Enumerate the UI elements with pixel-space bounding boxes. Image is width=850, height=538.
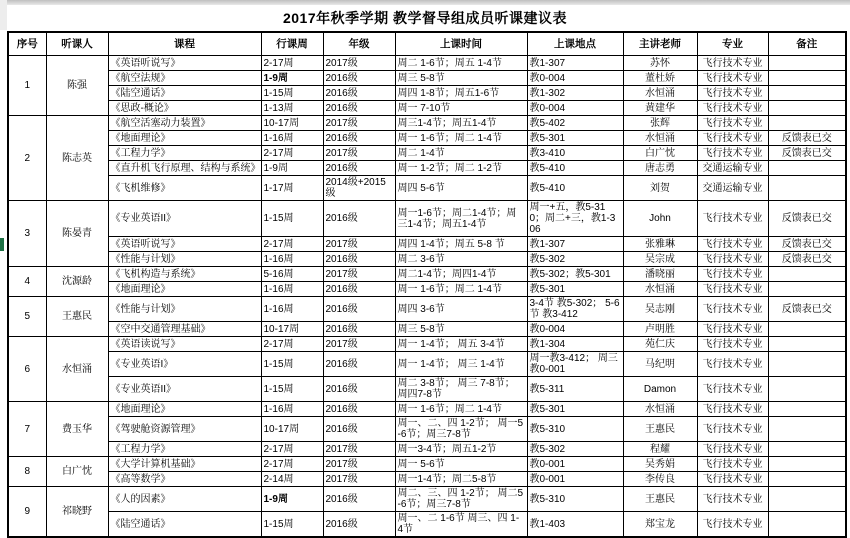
cell-note — [768, 86, 846, 101]
cell-location: 教5-410 — [527, 161, 623, 176]
table-row — [8, 252, 846, 267]
cell-location: 教1-304 — [527, 337, 623, 352]
cell-course: 《空中交通管理基础》 — [108, 322, 261, 337]
cell-weeks: 2-17周 — [261, 337, 323, 352]
cell-major: 交通运输专业 — [697, 161, 768, 176]
cell-time: 周二 1-4节 — [395, 146, 527, 161]
cell-major: 飞行技术专业 — [697, 487, 768, 512]
cell-major: 飞行技术专业 — [697, 86, 768, 101]
cell-note — [768, 322, 846, 337]
cell-time: 周三1-4节；周五1-4节 — [395, 116, 527, 131]
selection-marker — [0, 238, 4, 251]
cell-location: 教0-004 — [527, 71, 623, 86]
cell-location: 教5-311 — [527, 377, 623, 402]
cell-course: 《工程力学》 — [108, 146, 261, 161]
cell-note — [768, 116, 846, 131]
cell-course: 《英语听说写》 — [108, 56, 261, 71]
cell-note — [768, 176, 846, 201]
cell-major: 飞行技术专业 — [697, 56, 768, 71]
cell-listener: 陈志英 — [46, 116, 108, 201]
cell-weeks: 2-14周 — [261, 472, 323, 487]
cell-time: 周一1-6节；周二1-4节；周三1-4节；周五1-4节 — [395, 201, 527, 237]
cell-major: 飞行技术专业 — [697, 377, 768, 402]
cell-course: 《航空活塞动力装置》 — [108, 116, 261, 131]
cell-course: 《直升机飞行原理、结构与系统》 — [108, 161, 261, 176]
course-table — [7, 31, 847, 538]
cell-time: 周四 5-6节 — [395, 176, 527, 201]
cell-teacher: 黄建华 — [623, 101, 697, 116]
cell-location: 教5-302 — [527, 442, 623, 457]
cell-teacher: John — [623, 201, 697, 237]
table-row — [8, 201, 846, 237]
cell-major: 飞行技术专业 — [697, 322, 768, 337]
cell-grade: 2016级 — [323, 86, 395, 101]
cell-listener: 水恒涌 — [46, 337, 108, 402]
cell-location: 教1-307 — [527, 237, 623, 252]
cell-grade: 2016级 — [323, 297, 395, 322]
cell-time: 周一 1-6节；周二 1-4节 — [395, 402, 527, 417]
cell-teacher: 马纪明 — [623, 352, 697, 377]
cell-course: 《思政-概论》 — [108, 101, 261, 116]
cell-weeks: 5-16周 — [261, 267, 323, 282]
cell-note: 反馈表已交 — [768, 131, 846, 146]
cell-time: 周三 5-8节 — [395, 71, 527, 86]
cell-note — [768, 282, 846, 297]
table-row — [8, 101, 846, 116]
cell-grade: 2016级 — [323, 131, 395, 146]
column-header: 序号 — [8, 32, 46, 56]
cell-weeks: 1-9周 — [261, 71, 323, 86]
cell-weeks: 1-15周 — [261, 512, 323, 538]
cell-time: 周一 1-4节； 周五 3-4节 — [395, 337, 527, 352]
cell-location: 教1-403 — [527, 512, 623, 538]
table-row — [8, 322, 846, 337]
cell-time: 周一3-4节；周五1-2节 — [395, 442, 527, 457]
cell-location: 教0-004 — [527, 322, 623, 337]
column-header: 专业 — [697, 32, 768, 56]
cell-course: 《英语听说写》 — [108, 237, 261, 252]
table-row — [8, 472, 846, 487]
cell-listener: 陈强 — [46, 56, 108, 116]
cell-course: 《大学计算机基础》 — [108, 457, 261, 472]
cell-time: 周二、三、四 1-2节； 周二5-6节；周三7-8节 — [395, 487, 527, 512]
cell-major: 飞行技术专业 — [697, 282, 768, 297]
cell-major: 飞行技术专业 — [697, 201, 768, 237]
cell-course: 《人的因素》 — [108, 487, 261, 512]
cell-grade: 2016级 — [323, 201, 395, 237]
cell-teacher: 水恒涌 — [623, 131, 697, 146]
cell-location: 3-4节 教5-302； 5-6节 教3-412 — [527, 297, 623, 322]
cell-note — [768, 417, 846, 442]
table-row — [8, 442, 846, 457]
cell-weeks: 10-17周 — [261, 417, 323, 442]
cell-time: 周一1-4节；周二5-8节 — [395, 472, 527, 487]
table-row — [8, 146, 846, 161]
cell-weeks: 1-16周 — [261, 131, 323, 146]
cell-grade: 2017级 — [323, 442, 395, 457]
cell-note: 反馈表已交 — [768, 252, 846, 267]
cell-major: 飞行技术专业 — [697, 337, 768, 352]
cell-course: 《飞机构造与系统》 — [108, 267, 261, 282]
table-row — [8, 267, 846, 282]
cell-weeks: 1-13周 — [261, 101, 323, 116]
cell-location: 教5-301 — [527, 402, 623, 417]
cell-note — [768, 457, 846, 472]
cell-listener: 白广忱 — [46, 457, 108, 487]
cell-course: 《性能与计划》 — [108, 297, 261, 322]
cell-location: 教0-001 — [527, 457, 623, 472]
cell-note: 反馈表已交 — [768, 201, 846, 237]
cell-course: 《地面理论》 — [108, 282, 261, 297]
cell-time: 周一、二 1-6节 周三、四 1-4节 — [395, 512, 527, 538]
cell-seq: 6 — [8, 337, 46, 402]
cell-location: 教5-310 — [527, 487, 623, 512]
cell-course: 《专业英语II》 — [108, 377, 261, 402]
cell-course: 《陆空通话》 — [108, 86, 261, 101]
cell-listener: 祁晓野 — [46, 487, 108, 538]
cell-location: 周一教3-412； 周三教0-001 — [527, 352, 623, 377]
cell-note — [768, 267, 846, 282]
cell-grade: 2016级 — [323, 101, 395, 116]
cell-time: 周二1-4节；周四1-4节 — [395, 267, 527, 282]
cell-major: 飞行技术专业 — [697, 402, 768, 417]
cell-seq: 5 — [8, 297, 46, 337]
cell-seq: 7 — [8, 402, 46, 457]
cell-location: 教1-307 — [527, 56, 623, 71]
cell-weeks: 2-17周 — [261, 146, 323, 161]
column-header: 行课周 — [261, 32, 323, 56]
cell-teacher: 水恒涌 — [623, 402, 697, 417]
cell-course: 《专业英语II》 — [108, 201, 261, 237]
cell-location: 教5-302；教5-301 — [527, 267, 623, 282]
cell-weeks: 1-15周 — [261, 201, 323, 237]
cell-seq: 8 — [8, 457, 46, 487]
cell-major: 飞行技术专业 — [697, 352, 768, 377]
cell-weeks: 1-16周 — [261, 297, 323, 322]
cell-grade: 2017级 — [323, 267, 395, 282]
table-row — [8, 377, 846, 402]
cell-major: 飞行技术专业 — [697, 131, 768, 146]
cell-time: 周四 1-8节；周五1-6节 — [395, 86, 527, 101]
table-row — [8, 86, 846, 101]
cell-weeks: 1-16周 — [261, 402, 323, 417]
cell-weeks: 1-15周 — [261, 352, 323, 377]
cell-grade: 2016级 — [323, 487, 395, 512]
cell-note — [768, 402, 846, 417]
cell-grade: 2016级 — [323, 377, 395, 402]
cell-note — [768, 377, 846, 402]
cell-weeks: 1-16周 — [261, 252, 323, 267]
table-row — [8, 282, 846, 297]
cell-major: 飞行技术专业 — [697, 457, 768, 472]
table-row — [8, 417, 846, 442]
cell-time: 周一 1-6节；周二 1-4节 — [395, 131, 527, 146]
cell-location: 教5-310 — [527, 417, 623, 442]
cell-weeks: 10-17周 — [261, 322, 323, 337]
cell-location: 教5-410 — [527, 176, 623, 201]
cell-major: 飞行技术专业 — [697, 417, 768, 442]
cell-major: 交通运输专业 — [697, 176, 768, 201]
cell-teacher: 王惠民 — [623, 417, 697, 442]
page-title: 2017年秋季学期 教学督导组成员听课建议表 — [282, 10, 568, 26]
cell-grade: 2016级 — [323, 282, 395, 297]
cell-course: 《性能与计划》 — [108, 252, 261, 267]
cell-location: 周一+五，教5-310；周二+三，教1-306 — [527, 201, 623, 237]
cell-weeks: 2-17周 — [261, 56, 323, 71]
column-header: 上课时间 — [395, 32, 527, 56]
cell-major: 飞行技术专业 — [697, 237, 768, 252]
cell-course: 《陆空通话》 — [108, 512, 261, 538]
cell-note: 反馈表已交 — [768, 237, 846, 252]
cell-note — [768, 337, 846, 352]
cell-teacher: 水恒涌 — [623, 282, 697, 297]
column-header: 备注 — [768, 32, 846, 56]
cell-time: 周二 3-6节 — [395, 252, 527, 267]
table-row — [8, 512, 846, 538]
cell-time: 周一 5-6节 — [395, 457, 527, 472]
cell-teacher: 郑宝龙 — [623, 512, 697, 538]
cell-teacher: 潘晓丽 — [623, 267, 697, 282]
cell-time: 周一 1-2节；周二 1-2节 — [395, 161, 527, 176]
table-row — [8, 176, 846, 201]
cell-major: 飞行技术专业 — [697, 472, 768, 487]
table-row — [8, 457, 846, 472]
cell-teacher: 程耀 — [623, 442, 697, 457]
cell-seq: 9 — [8, 487, 46, 538]
cell-weeks: 1-9周 — [261, 161, 323, 176]
cell-weeks: 1-15周 — [261, 86, 323, 101]
cell-location: 教0-001 — [527, 472, 623, 487]
cell-course: 《工程力学》 — [108, 442, 261, 457]
cell-course: 《高等数学》 — [108, 472, 261, 487]
table-row — [8, 237, 846, 252]
cell-time: 周一 7-10节 — [395, 101, 527, 116]
cell-teacher: 唐志勇 — [623, 161, 697, 176]
cell-time: 周二 1-6节；周五 1-4节 — [395, 56, 527, 71]
cell-teacher: Damon — [623, 377, 697, 402]
cell-weeks: 2-17周 — [261, 237, 323, 252]
table-row — [8, 337, 846, 352]
cell-listener: 陈晏青 — [46, 201, 108, 267]
cell-major: 飞行技术专业 — [697, 297, 768, 322]
cell-time: 周一、二、四 1-2节； 周一5-6节；周三7-8节 — [395, 417, 527, 442]
cell-major: 飞行技术专业 — [697, 101, 768, 116]
window-edge-top — [0, 0, 850, 5]
table-row — [8, 352, 846, 377]
cell-teacher: 吴志刚 — [623, 297, 697, 322]
cell-seq: 4 — [8, 267, 46, 297]
cell-teacher: 水恒涌 — [623, 86, 697, 101]
cell-major: 飞行技术专业 — [697, 252, 768, 267]
table-row — [8, 161, 846, 176]
column-header: 年级 — [323, 32, 395, 56]
cell-grade: 2016级 — [323, 417, 395, 442]
cell-grade: 2017级 — [323, 457, 395, 472]
column-header: 上课地点 — [527, 32, 623, 56]
cell-time: 周四 3-6节 — [395, 297, 527, 322]
cell-course: 《航空法规》 — [108, 71, 261, 86]
header-row — [8, 32, 846, 56]
column-header: 课程 — [108, 32, 261, 56]
cell-weeks: 1-16周 — [261, 282, 323, 297]
cell-grade: 2016级 — [323, 352, 395, 377]
table-row — [8, 487, 846, 512]
cell-teacher: 董杜娇 — [623, 71, 697, 86]
cell-teacher: 王惠民 — [623, 487, 697, 512]
cell-grade: 2016级 — [323, 322, 395, 337]
cell-note: 反馈表已交 — [768, 146, 846, 161]
cell-grade: 2016级 — [323, 252, 395, 267]
cell-grade: 2016级 — [323, 161, 395, 176]
cell-note — [768, 161, 846, 176]
column-header: 主讲老师 — [623, 32, 697, 56]
cell-grade: 2017级 — [323, 237, 395, 252]
window-edge-left — [0, 0, 7, 30]
cell-major: 飞行技术专业 — [697, 267, 768, 282]
cell-course: 《地面理论》 — [108, 402, 261, 417]
cell-note — [768, 101, 846, 116]
cell-grade: 2016级 — [323, 512, 395, 538]
cell-grade: 2017级 — [323, 146, 395, 161]
cell-location: 教5-301 — [527, 282, 623, 297]
table-row — [8, 402, 846, 417]
cell-listener: 王惠民 — [46, 297, 108, 337]
cell-teacher: 张雅琳 — [623, 237, 697, 252]
cell-note: 反馈表已交 — [768, 297, 846, 322]
cell-note — [768, 487, 846, 512]
cell-weeks: 1-15周 — [261, 377, 323, 402]
cell-grade: 2017级 — [323, 116, 395, 131]
cell-weeks: 1-17周 — [261, 176, 323, 201]
cell-course: 《专业英语I》 — [108, 352, 261, 377]
cell-note — [768, 512, 846, 538]
table-row — [8, 56, 846, 71]
cell-grade: 2016级 — [323, 402, 395, 417]
cell-teacher: 刘贺 — [623, 176, 697, 201]
table-row — [8, 71, 846, 86]
cell-major: 飞行技术专业 — [697, 116, 768, 131]
cell-teacher: 白广忱 — [623, 146, 697, 161]
cell-teacher: 李传良 — [623, 472, 697, 487]
cell-location: 教5-301 — [527, 131, 623, 146]
cell-note — [768, 56, 846, 71]
cell-major: 飞行技术专业 — [697, 146, 768, 161]
cell-course: 《飞机维修》 — [108, 176, 261, 201]
table-row — [8, 297, 846, 322]
cell-seq: 2 — [8, 116, 46, 201]
cell-grade: 2017级 — [323, 56, 395, 71]
cell-teacher: 张辉 — [623, 116, 697, 131]
table-row — [8, 116, 846, 131]
cell-weeks: 10-17周 — [261, 116, 323, 131]
cell-location: 教3-410 — [527, 146, 623, 161]
cell-listener: 费玉华 — [46, 402, 108, 457]
cell-teacher: 苏怀 — [623, 56, 697, 71]
cell-grade: 2017级 — [323, 472, 395, 487]
cell-seq: 1 — [8, 56, 46, 116]
cell-teacher: 苑仁庆 — [623, 337, 697, 352]
cell-location: 教5-402 — [527, 116, 623, 131]
cell-location: 教5-302 — [527, 252, 623, 267]
cell-note — [768, 442, 846, 457]
cell-time: 周一 1-4节； 周三 1-4节 — [395, 352, 527, 377]
cell-note — [768, 352, 846, 377]
cell-listener: 沈源龄 — [46, 267, 108, 297]
cell-location: 教0-004 — [527, 101, 623, 116]
cell-course: 《地面理论》 — [108, 131, 261, 146]
cell-seq: 3 — [8, 201, 46, 267]
column-header: 听课人 — [46, 32, 108, 56]
cell-major: 飞行技术专业 — [697, 71, 768, 86]
cell-teacher: 吴宗成 — [623, 252, 697, 267]
cell-time: 周二 3-8节； 周三 7-8节； 周四7-8节 — [395, 377, 527, 402]
cell-grade: 2014级+2015级 — [323, 176, 395, 201]
cell-grade: 2016级 — [323, 71, 395, 86]
cell-course: 《驾驶舱资源管理》 — [108, 417, 261, 442]
cell-weeks: 1-9周 — [261, 487, 323, 512]
cell-weeks: 2-17周 — [261, 457, 323, 472]
cell-note — [768, 472, 846, 487]
cell-location: 教1-302 — [527, 86, 623, 101]
cell-teacher: 卢明胜 — [623, 322, 697, 337]
cell-time: 周三 5-8节 — [395, 322, 527, 337]
table-row — [8, 131, 846, 146]
cell-grade: 2017级 — [323, 337, 395, 352]
cell-teacher: 吴秀娟 — [623, 457, 697, 472]
cell-time: 周一 1-6节；周二 1-4节 — [395, 282, 527, 297]
cell-major: 飞行技术专业 — [697, 512, 768, 538]
cell-weeks: 2-17周 — [261, 442, 323, 457]
cell-major: 飞行技术专业 — [697, 442, 768, 457]
cell-course: 《英语读说写》 — [108, 337, 261, 352]
cell-note — [768, 71, 846, 86]
cell-time: 周四 1-4节；周五 5-8 节 — [395, 237, 527, 252]
